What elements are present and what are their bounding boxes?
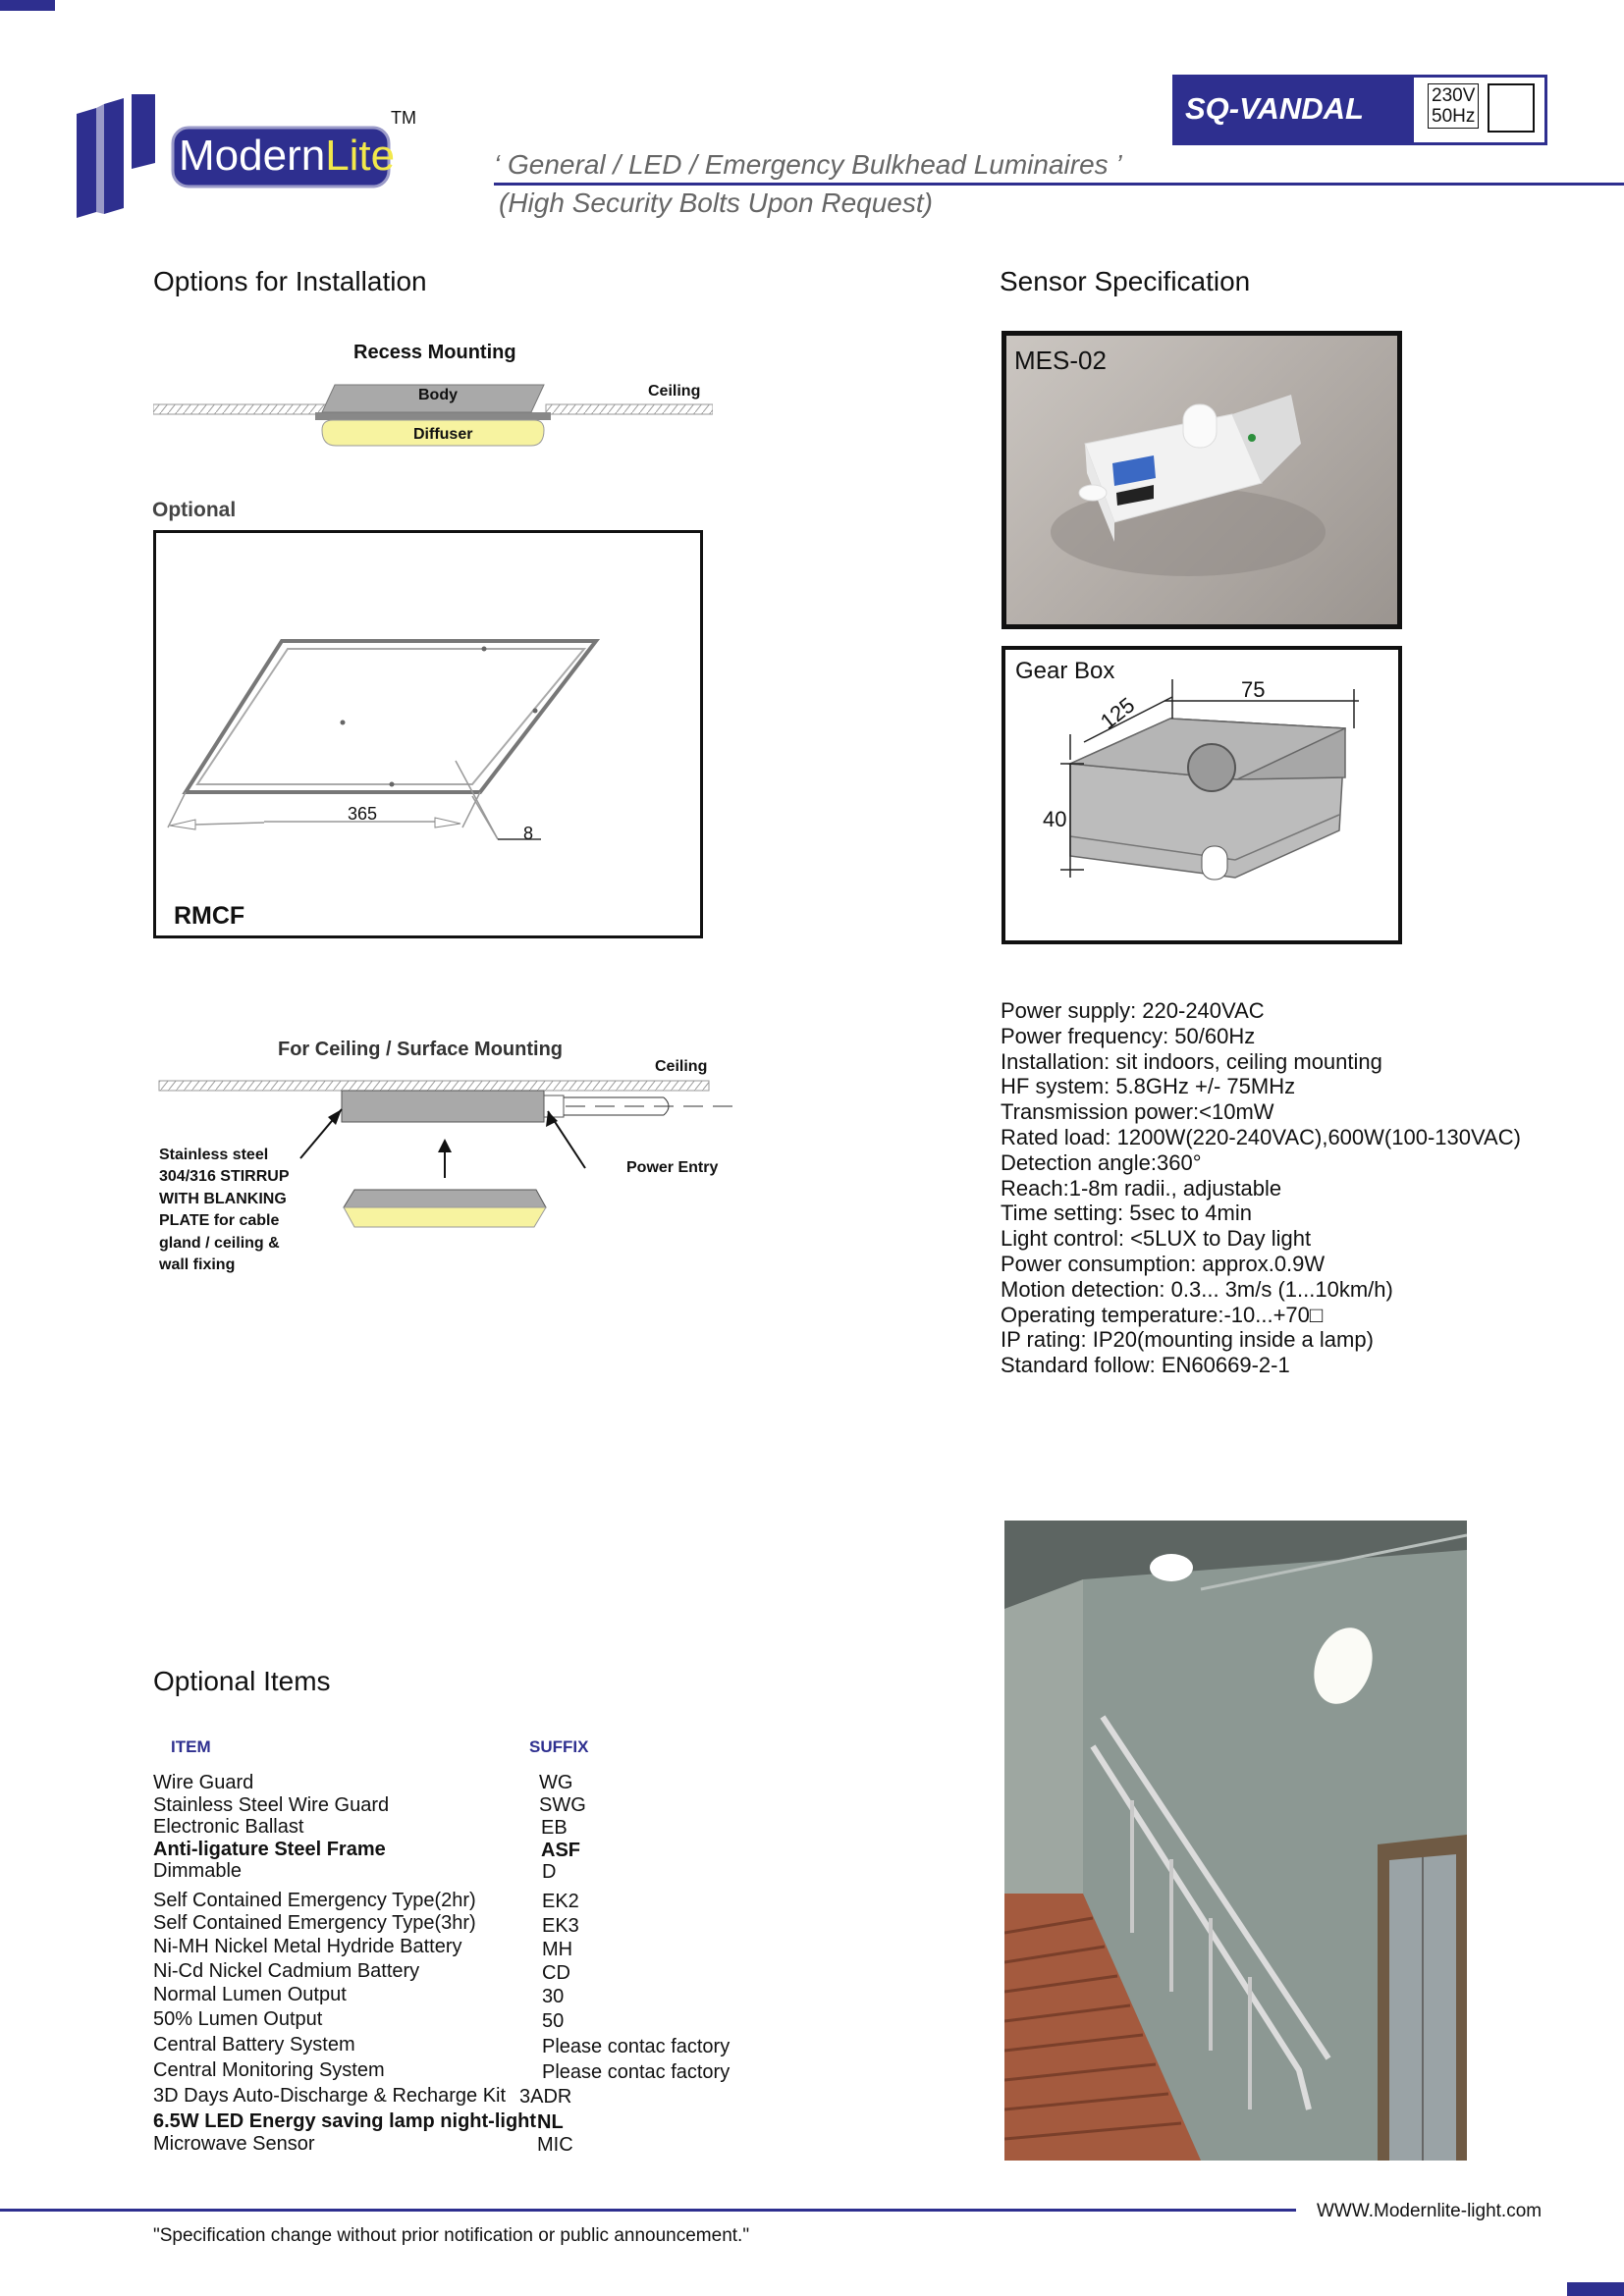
- item-suffix: EK3: [542, 1915, 579, 1937]
- item-suffix: MH: [542, 1939, 573, 1960]
- recess-diffuser-label: Diffuser: [413, 426, 473, 443]
- installation-photo: [1004, 1521, 1467, 2161]
- item-name: Dimmable: [153, 1860, 243, 1882]
- sensor-title: Sensor Specification: [1000, 266, 1251, 296]
- gear-box-diagram: [1001, 646, 1402, 944]
- disclaimer-text: "Specification change without prior notification or public announcement.": [153, 2225, 750, 2246]
- item-suffix: EB: [541, 1817, 568, 1839]
- frequency-value: 50Hz: [1432, 106, 1476, 127]
- item-name: Stainless Steel Wire Guard: [153, 1794, 390, 1816]
- voltage-value: 230V: [1432, 85, 1476, 106]
- spec-line: Light control: <5LUX to Day light: [1001, 1226, 1312, 1252]
- recess-ceiling-label: Ceiling: [648, 383, 701, 400]
- installation-title: Options for Installation: [153, 266, 427, 296]
- spec-line: Power supply: 220-240VAC: [1001, 998, 1265, 1023]
- suffix-column-header: SUFFIX: [529, 1737, 589, 1756]
- item-suffix: 50: [542, 2010, 565, 2032]
- spec-line: Transmission power:<10mW: [1001, 1099, 1274, 1125]
- spec-line: HF system: 5.8GHz +/- 75MHz: [1001, 1074, 1296, 1099]
- rmcf-frame-diagram: [153, 530, 703, 938]
- item-suffix: MIC: [537, 2134, 573, 2156]
- voltage-rating: [1428, 83, 1479, 129]
- item-name: Central Monitoring System: [153, 2059, 385, 2081]
- spec-line: Reach:1-8m radii., adjustable: [1001, 1175, 1282, 1201]
- spec-line: Time setting: 5sec to 4min: [1001, 1201, 1252, 1226]
- gear-box-width-dimension: 125: [1095, 692, 1140, 734]
- spec-line: Motion detection: 0.3... 3m/s (1...10km/h): [1001, 1276, 1393, 1302]
- recess-body-label: Body: [418, 387, 458, 403]
- item-suffix: CD: [542, 1962, 570, 1984]
- item-suffix: EK2: [542, 1891, 579, 1912]
- sensor-model-label: MES-02: [1014, 346, 1107, 375]
- stirrup-note-line: PLATE for cable: [159, 1212, 280, 1230]
- spec-line: Installation: sit indoors, ceiling mounting: [1001, 1048, 1382, 1074]
- product-subtitle: ‘ General / LED / Emergency Bulkhead Luminaires ’: [494, 149, 1122, 180]
- gear-box-label: Gear Box: [1015, 658, 1115, 684]
- item-name: Microwave Sensor: [153, 2133, 315, 2155]
- item-suffix: D: [542, 1861, 557, 1883]
- item-name: Self Contained Emergency Type(2hr): [153, 1890, 476, 1911]
- spec-line: Rated load: 1200W(220-240VAC),600W(100-130VAC): [1001, 1124, 1521, 1149]
- power-entry-label: Power Entry: [626, 1159, 719, 1176]
- item-name: Normal Lumen Output: [153, 1984, 347, 2005]
- spec-line: Power consumption: approx.0.9W: [1001, 1251, 1326, 1276]
- stirrup-note-line: 304/316 STIRRUP: [159, 1168, 290, 1186]
- spec-line: IP rating: IP20(mounting inside a lamp): [1001, 1327, 1374, 1353]
- stirrup-note: [159, 1145, 290, 1276]
- spec-line: Standard follow: EN60669-2-1: [1001, 1353, 1290, 1378]
- item-name: Self Contained Emergency Type(3hr): [153, 1912, 476, 1934]
- corner-mark-top: [0, 0, 55, 11]
- item-name: Ni-MH Nickel Metal Hydride Battery: [153, 1936, 462, 1957]
- item-name: Electronic Ballast: [153, 1816, 304, 1838]
- corner-mark-bottom: [1567, 2282, 1624, 2296]
- item-name: Wire Guard: [153, 1772, 254, 1793]
- item-suffix: Please contac factory: [542, 2061, 731, 2083]
- blank-symbol-box: [1488, 83, 1535, 133]
- frame-width-dimension: 365: [348, 804, 378, 824]
- frame-depth-dimension: 8: [523, 824, 534, 843]
- surface-mounting-title: For Ceiling / Surface Mounting: [278, 1039, 563, 1060]
- sensor-photo: [1001, 331, 1402, 629]
- recess-mounting-title: Recess Mounting: [353, 342, 516, 363]
- item-name: 50% Lumen Output: [153, 2008, 323, 2030]
- spec-line: Detection angle:360°: [1001, 1149, 1202, 1175]
- item-suffix: Please contac factory: [542, 2036, 731, 2057]
- item-suffix: 30: [542, 1986, 565, 2007]
- item-column-header: ITEM: [171, 1737, 211, 1756]
- item-suffix: 3ADR: [519, 2086, 572, 2108]
- spec-line: Operating temperature:-10...+70□: [1001, 1302, 1324, 1327]
- logo-text-lite: Lite: [325, 132, 396, 180]
- item-name: Central Battery System: [153, 2034, 355, 2056]
- item-suffix: SWG: [539, 1794, 586, 1816]
- item-name: 3D Days Auto-Discharge & Recharge Kit: [153, 2085, 507, 2107]
- logo-trademark: TM: [391, 108, 416, 128]
- spec-line: Power frequency: 50/60Hz: [1001, 1023, 1256, 1048]
- gear-box-height-dimension: 40: [1043, 807, 1067, 831]
- product-subtitle-note: (High Security Bolts Upon Request): [499, 187, 933, 218]
- logo-text-modern: Modern: [179, 132, 326, 180]
- stirrup-note-line: Stainless steel: [159, 1147, 269, 1163]
- item-name: Anti-ligature Steel Frame: [153, 1839, 386, 1860]
- optional-items-title: Optional Items: [153, 1666, 331, 1696]
- optional-label: Optional: [152, 499, 237, 521]
- sensor-spec-list: [1001, 998, 1521, 1378]
- stirrup-note-line: WITH BLANKING: [159, 1190, 287, 1207]
- item-suffix: ASF: [541, 1840, 580, 1861]
- surface-ceiling-label: Ceiling: [655, 1058, 708, 1075]
- stirrup-note-line: gland / ceiling &: [159, 1234, 280, 1252]
- gear-box-length-dimension: 75: [1241, 677, 1266, 702]
- website-link[interactable]: WWW.Modernlite-light.com: [1317, 2201, 1543, 2221]
- footer-rule: [0, 2209, 1296, 2212]
- item-name: 6.5W LED Energy saving lamp night-light: [153, 2110, 537, 2132]
- frame-model-name: RMCF: [174, 902, 245, 930]
- brand-name: SQ-VANDAL: [1185, 91, 1364, 126]
- modernlite-logo: [77, 94, 430, 222]
- stirrup-note-line: wall fixing: [159, 1256, 236, 1274]
- item-suffix: WG: [539, 1772, 573, 1793]
- item-suffix: NL: [537, 2111, 564, 2133]
- header-rule: [494, 183, 1624, 186]
- brand-box: [1172, 75, 1547, 145]
- item-name: Ni-Cd Nickel Cadmium Battery: [153, 1960, 420, 1982]
